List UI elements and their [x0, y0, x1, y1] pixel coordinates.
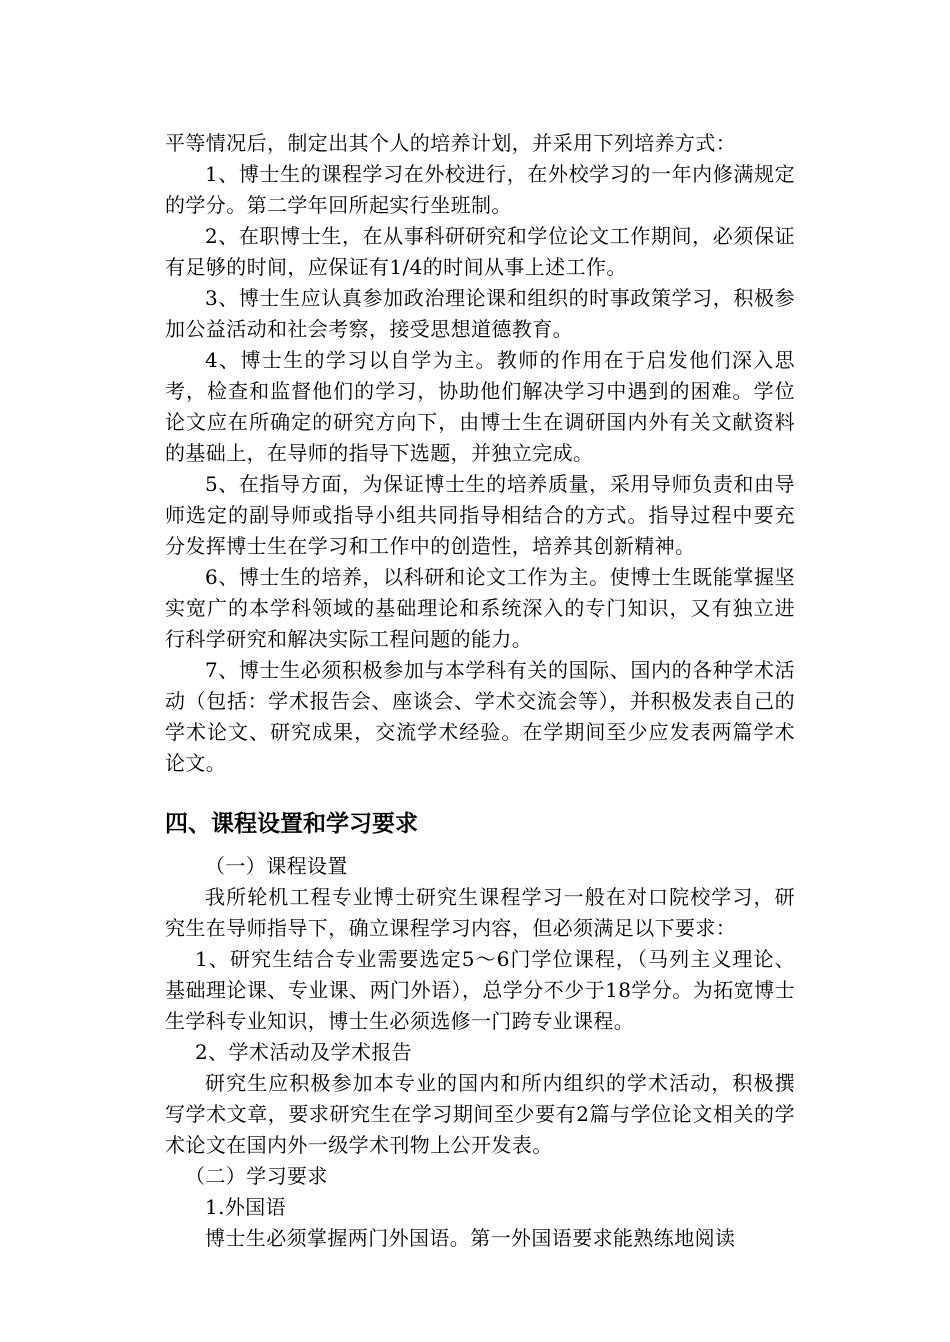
paragraph-item-5: 5、在指导方面，为保证博士生的培养质量，采用导师负责和由导师选定的副导师或指导小组共同指导相结合的方式。指导过程中要充分发挥博士生在学习和工作中的创造性，培养其创新精神。 [165, 472, 795, 558]
document-body [165, 128, 795, 1254]
paragraph-foreign-language: 博士生必须掌握两门外国语。第一外国语要求能熟练地阅读 [205, 1226, 736, 1250]
paragraph-item-1: 1、博士生的课程学习在外校进行，在外校学习的一年内修满规定的学分。第二学年回所起实行坐班制。 [165, 162, 795, 217]
subheading-course-setup: （一）课程设置 [205, 854, 348, 878]
paragraph-continuation: 平等情况后，制定出其个人的培养计划，并采用下列培养方式： [165, 131, 737, 155]
subheading-foreign-language: 1.外国语 [205, 1195, 287, 1219]
paragraph-academic-activity: 研究生应积极参加本专业的国内和所内组织的学术活动，积极撰写学术文章，要求研究生在学习期间至少要有2篇与学位论文相关的学术论文在国内外一级学术刊物上公开发表。 [165, 1071, 795, 1157]
paragraph-course-intro: 我所轮机工程专业博士研究生课程学习一般在对口院校学习，研究生在导师指导下，确立课程学习内容，但必须满足以下要求： [165, 885, 795, 940]
paragraph-item-2: 2、在职博士生，在从事科研研究和学位论文工作期间，必须保证有足够的时间，应保证有1/4的时间从事上述工作。 [165, 224, 795, 279]
paragraph-course-requirement-1: 1、研究生结合专业需要选定5～6门学位课程，（马列主义理论、基础理论课、专业课、两门外语），总学分不少于18学分。为拓宽博士生学科专业知识，博士生必须选修一门跨专业课程。 [165, 947, 795, 1033]
paragraph-item-6: 6、博士生的培养，以科研和论文工作为主。使博士生既能掌握坚实宽广的本学科领域的基础理论和系统深入的专门知识，又有独立进行科学研究和解决实际工程问题的能力。 [165, 565, 795, 651]
paragraph-item-3: 3、博士生应认真参加政治理论课和组织的时事政策学习，积极参加公益活动和社会考察，接受思想道德教育。 [165, 286, 795, 341]
paragraph-item-7: 7、博士生必须积极参加与本学科有关的国际、国内的各种学术活动（包括：学术报告会、座谈会、学术交流会等），并积极发表自己的学术论文、研究成果，交流学术经验。在学期间至少应发表两篇学术论文。 [165, 658, 795, 775]
paragraph-course-requirement-2: 2、学术活动及学术报告 [195, 1040, 413, 1064]
section-heading: 四、课程设置和学习要求 [165, 811, 418, 837]
paragraph-item-4: 4、博士生的学习以自学为主。教师的作用在于启发他们深入思考，检查和监督他们的学习，协助他们解决学习中遇到的困难。学位论文应在所确定的研究方向下，由博士生在调研国内外有关文献资料的基础上，在导师的指导下选题，并独立完成。 [165, 348, 795, 465]
subheading-study-requirements: （二）学习要求 [185, 1164, 328, 1188]
